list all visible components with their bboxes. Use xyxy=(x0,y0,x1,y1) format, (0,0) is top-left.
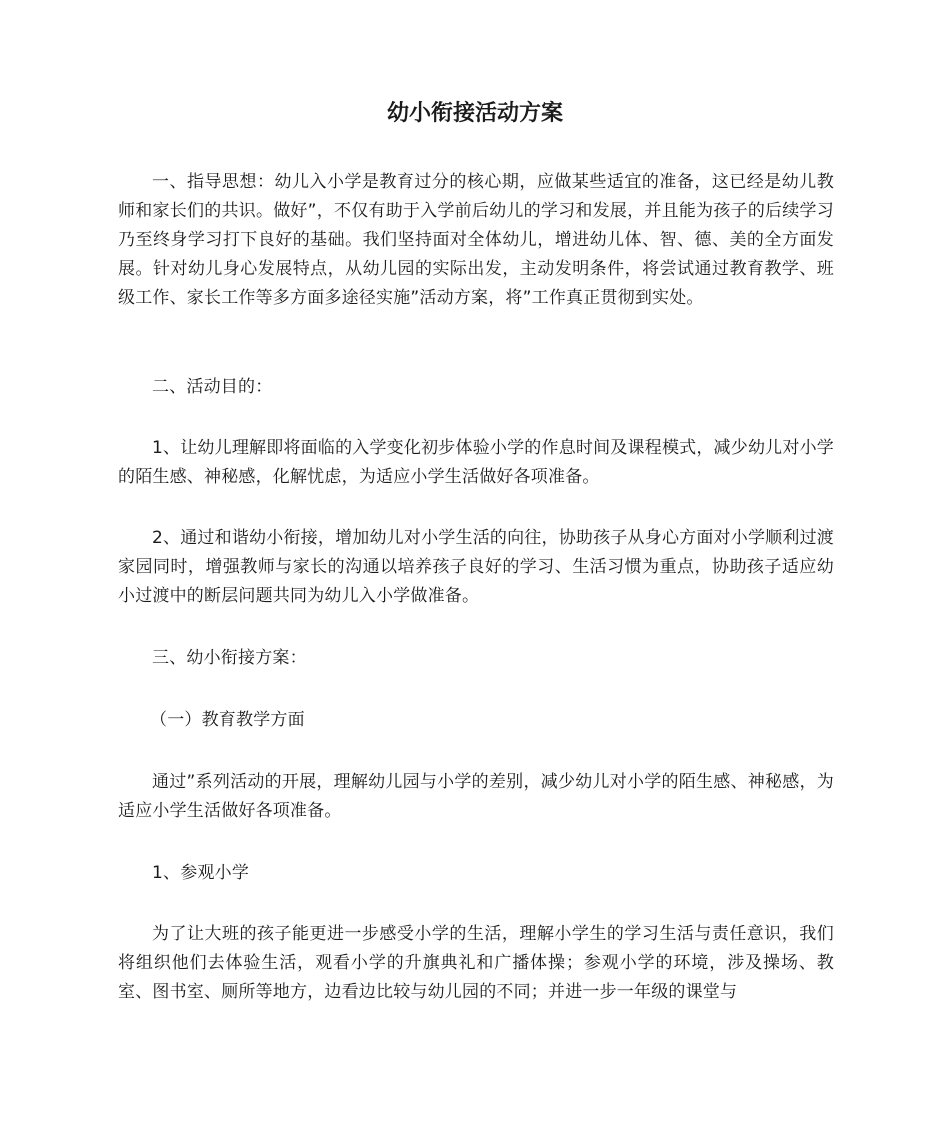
paragraph-heading-plan: 三、幼小衔接方案： xyxy=(152,648,307,668)
paragraph-goal-2: 2、通过和谐幼小衔接，增加幼儿对小学生活的向往，协助孩子从身心方面对小学顺利过渡家园同时，增强教师与家长的沟通以培养孩子良好的学习、生活习惯为重点，协助孩子适应幼小过渡中的断层问题共同为幼儿入小学做准备。 xyxy=(118,528,834,606)
paragraph-education-intro: 通过”系列活动的开展，理解幼儿园与小学的差别，减少幼儿对小学的陌生感、神秘感，为适应小学生活做好各项准备。 xyxy=(118,772,834,821)
paragraph-item-visit-school: 1、参观小学 xyxy=(152,863,250,883)
paragraph-guiding-ideology: 一、指导思想：幼儿入小学是教育过分的核心期，应做某些适宜的准备，这已经是幼儿教师和家长们的共识。做好”，不仅有助于入学前后幼儿的学习和发展，并且能为孩子的后续学习乃至终身学习打下良好的基础。我们坚持面对全体幼儿，增进幼儿体、智、德、美的全方面发展。针对幼儿身心发展特点，从幼儿园的实际出发，主动发明条件，将尝试通过教育教学、班级工作、家长工作等多方面多途径实施”活动方案，将”工作真正贯彻到实处。 xyxy=(118,172,834,308)
paragraph-subheading-education: （一）教育教学方面 xyxy=(150,710,305,730)
document-title: 幼小衔接活动方案 xyxy=(386,101,563,126)
paragraph-visit-school-detail: 为了让大班的孩子能更进一步感受小学的生活，理解小学生的学习生活与责任意识，我们将组织他们去体验生活，观看小学的升旗典礼和广播体操；参观小学的环境，涉及操场、教室、图书室、厕所等地方，边看边比较与幼儿园的不同；并进一步一年级的课堂与 xyxy=(118,924,834,1002)
paragraph-goal-1: 1、让幼儿理解即将面临的入学变化初步体验小学的作息时间及课程模式，减少幼儿对小学的陌生感、神秘感，化解忧虑，为适应小学生活做好各项准备。 xyxy=(118,438,834,487)
paragraph-heading-goals: 二、活动目的： xyxy=(152,377,273,397)
